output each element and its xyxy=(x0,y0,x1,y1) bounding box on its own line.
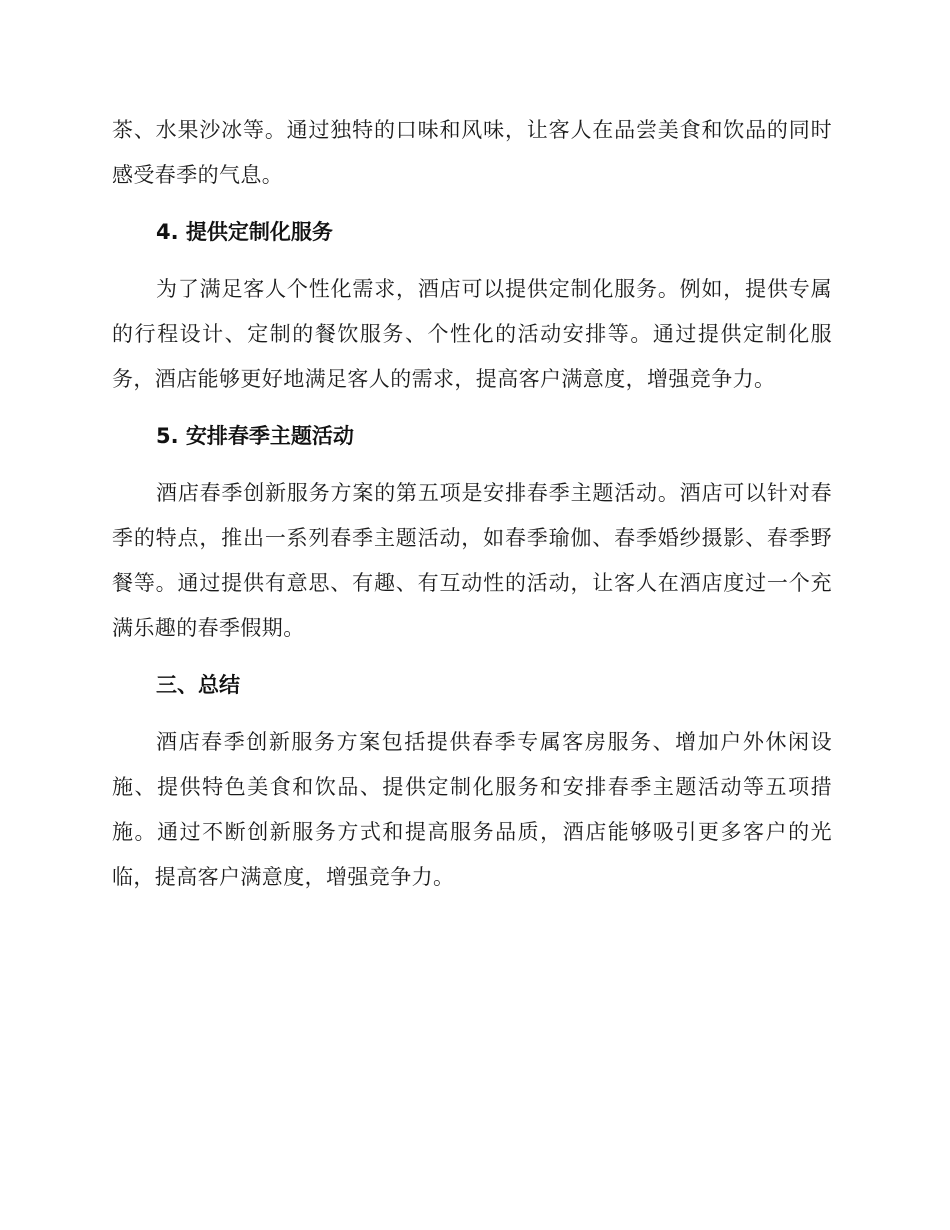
section-4-heading: 4. 提供定制化服务 xyxy=(156,220,333,244)
document-body xyxy=(112,108,832,900)
section-4-paragraph: 为了满足客人个性化需求，酒店可以提供定制化服务。例如，提供专属的行程设计、定制的餐饮服务、个性化的活动安排等。通过提供定制化服务，酒店能够更好地满足客人的需求，提高客户满意度，增强竞争力。 xyxy=(112,277,832,391)
intro-paragraph: 茶、水果沙冰等。通过独特的口味和风味，让客人在品尝美食和饮品的同时感受春季的气息。 xyxy=(112,118,832,187)
section-5-paragraph: 酒店春季创新服务方案的第五项是安排春季主题活动。酒店可以针对春季的特点，推出一系列春季主题活动，如春季瑜伽、春季婚纱摄影、春季野餐等。通过提供有意思、有趣、有互动性的活动，让客人在酒店度过一个充满乐趣的春季假期。 xyxy=(112,481,832,640)
summary-paragraph: 酒店春季创新服务方案包括提供春季专属客房服务、增加户外休闲设施、提供特色美食和饮品、提供定制化服务和安排春季主题活动等五项措施。通过不断创新服务方式和提高服务品质，酒店能够吸引更多客户的光临，提高客户满意度，增强竞争力。 xyxy=(112,730,832,889)
section-5-heading: 5. 安排春季主题活动 xyxy=(156,424,354,448)
summary-heading: 三、总结 xyxy=(156,673,240,697)
